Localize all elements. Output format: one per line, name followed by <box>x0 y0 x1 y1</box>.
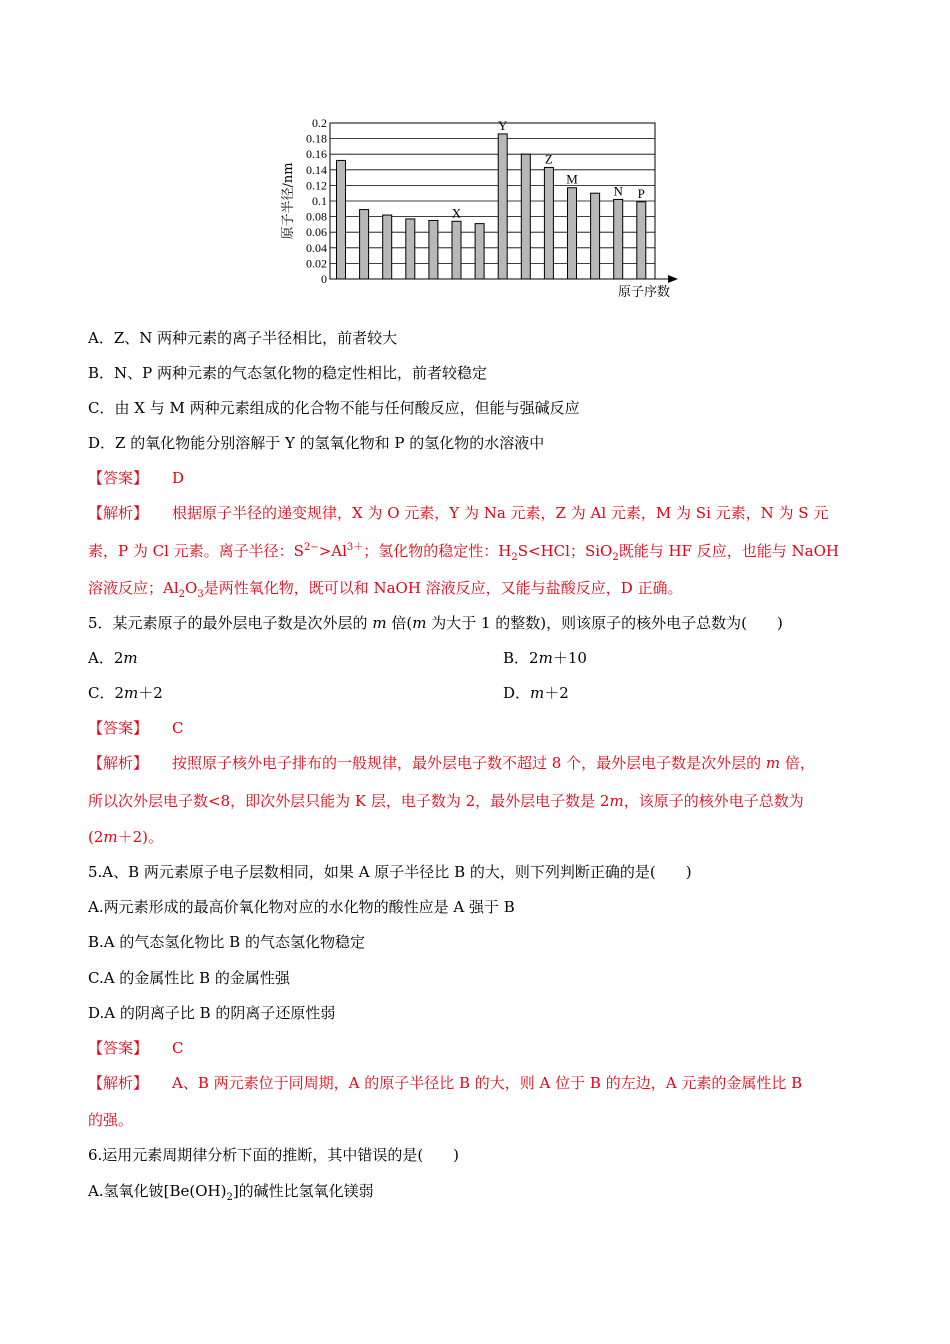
q5-option-d: D．m＋2 <box>503 684 569 702</box>
q5-answer <box>88 718 183 738</box>
bar <box>475 224 484 279</box>
q5-analysis-line-2: 所以次外层电子数<8，即次外层只能为 K 层，电子数为 2，最外层电子数是 2m，该原子的核外电子总数为 <box>88 792 804 810</box>
bar <box>521 154 530 279</box>
q5-stem: 5．某元素原子的最外层电子数是次外层的 m 倍(m 为大于 1 的整数)，则该原子的核外电子总数为( ) <box>88 614 783 632</box>
analysis-tag: 【解析】 <box>88 504 149 522</box>
bar <box>544 167 553 279</box>
analysis-tag: 【解析】 <box>88 1074 149 1092</box>
q4-option-c: C．由 X 与 M 两种元素组成的化合物不能与任何酸反应，但能与强碱反应 <box>88 399 580 417</box>
y-tick-label: 0.06 <box>306 225 327 240</box>
q5b-option-d: D.A 的阴离子比 B 的阴离子还原性弱 <box>88 1004 336 1022</box>
y-tick-label: 0.04 <box>306 240 327 255</box>
bar <box>360 210 369 279</box>
bar <box>383 215 392 279</box>
y-axis-title: 原子半径/nm <box>281 162 296 240</box>
bar <box>568 188 577 279</box>
q5b-option-a: A.两元素形成的最高价氧化物对应的水化物的酸性应是 A 强于 B <box>88 898 515 916</box>
q5b-analysis-line-1: 【解析】 A、B 两元素位于同周期，A 的原子半径比 B 的大，则 A 位于 B 的左边，A 元素的金属性比 B <box>88 1074 803 1092</box>
answer-tag: 【答案】 <box>88 1039 149 1057</box>
q4-analysis-line-3: 溶液反应；$Al_2O_3$是两性氧化物，既可以和 NaOH 溶液反应，又能与盐酸反应，D 正确。 <box>88 579 683 600</box>
y-tick-label: 0.18 <box>306 131 327 146</box>
q5b-analysis-line-2: 的强。 <box>88 1111 134 1129</box>
bar-label: N <box>613 183 623 199</box>
bar-label: M <box>566 171 578 187</box>
bar <box>429 221 438 280</box>
bar <box>406 219 415 279</box>
q5-options-row-2 <box>88 683 888 703</box>
bar <box>452 221 461 279</box>
bar <box>337 160 346 279</box>
y-tick-label: 0.1 <box>312 194 327 208</box>
x-axis-title: 原子序数 <box>617 285 671 300</box>
answer-tag: 【答案】 <box>88 719 149 737</box>
q4-option-a: A．Z、N 两种元素的离子半径相比，前者较大 <box>88 329 398 347</box>
y-tick-label: 0.16 <box>306 147 327 162</box>
y-tick-label: 0.12 <box>306 178 327 193</box>
bar <box>591 193 600 279</box>
q6-stem: 6.运用元素周期律分析下面的推断，其中错误的是( ) <box>88 1146 460 1164</box>
q5b-answer <box>88 1038 183 1058</box>
q4-analysis-line-2: 素，P 为 Cl 元素。离子半径：$S^{2-}>Al^{3+}$；氢化物的稳定性：$H_2S<HCl$；SiO$_2$既能与 HF 反应，也能与 NaOH <box>88 542 839 563</box>
q4-answer <box>88 468 184 488</box>
x-axis-arrow <box>668 275 678 283</box>
atomic-radius-bar-chart <box>270 110 690 305</box>
bar-label: Z <box>544 151 553 167</box>
y-tick-label: 0.2 <box>312 116 327 130</box>
bar-label: X <box>451 205 462 221</box>
q5-option-c: C．2m＋2 <box>88 684 163 702</box>
q5-analysis-line-3: (2m＋2)。 <box>88 828 164 846</box>
q5-options-row-1 <box>88 648 888 668</box>
bar <box>498 134 507 279</box>
q6-option-a: A.氢氧化铍$[Be(OH)_2]$的碱性比氢氧化镁弱 <box>88 1182 374 1203</box>
q5-option-b: B．2m＋10 <box>503 649 587 667</box>
q5b-stem: 5.A、B 两元素原子电子层数相同，如果 A 原子半径比 B 的大，则下列判断正确的是( ) <box>88 863 692 881</box>
q5-analysis-line-1: 【解析】 按照原子核外电子排布的一般规律，最外层电子数不超过 8 个，最外层电子数是次外层的 m 倍， <box>88 754 815 772</box>
q5-option-a: A．2m <box>88 649 138 667</box>
y-tick-label: 0.14 <box>306 162 327 177</box>
y-tick-label: 0.02 <box>306 256 327 271</box>
bar <box>637 202 646 279</box>
y-tick-label: 0.08 <box>306 209 327 224</box>
answer-value: D <box>172 469 185 487</box>
bar-label: Y <box>498 117 508 133</box>
q4-option-d: D．Z 的氧化物能分别溶解于 Y 的氢氧化物和 P 的氢化物的水溶液中 <box>88 434 545 452</box>
bar <box>614 199 623 279</box>
analysis-tag: 【解析】 <box>88 754 149 772</box>
q4-option-b: B．N、P 两种元素的气态氢化物的稳定性相比，前者较稳定 <box>88 364 488 382</box>
answer-value: C <box>172 719 184 737</box>
y-tick-label: 0 <box>321 272 327 286</box>
answer-value: C <box>172 1039 184 1057</box>
q5b-option-b: B.A 的气态氢化物比 B 的气态氢化物稳定 <box>88 933 365 951</box>
answer-tag: 【答案】 <box>88 469 149 487</box>
q4-analysis-line-1: 【解析】 根据原子半径的递变规律，X 为 O 元素，Y 为 Na 元素，Z 为 Al 元素，M 为 Si 元素，N 为 S 元 <box>88 504 829 522</box>
bar-label: P <box>637 185 645 201</box>
q5b-option-c: C.A 的金属性比 B 的金属性强 <box>88 969 290 987</box>
